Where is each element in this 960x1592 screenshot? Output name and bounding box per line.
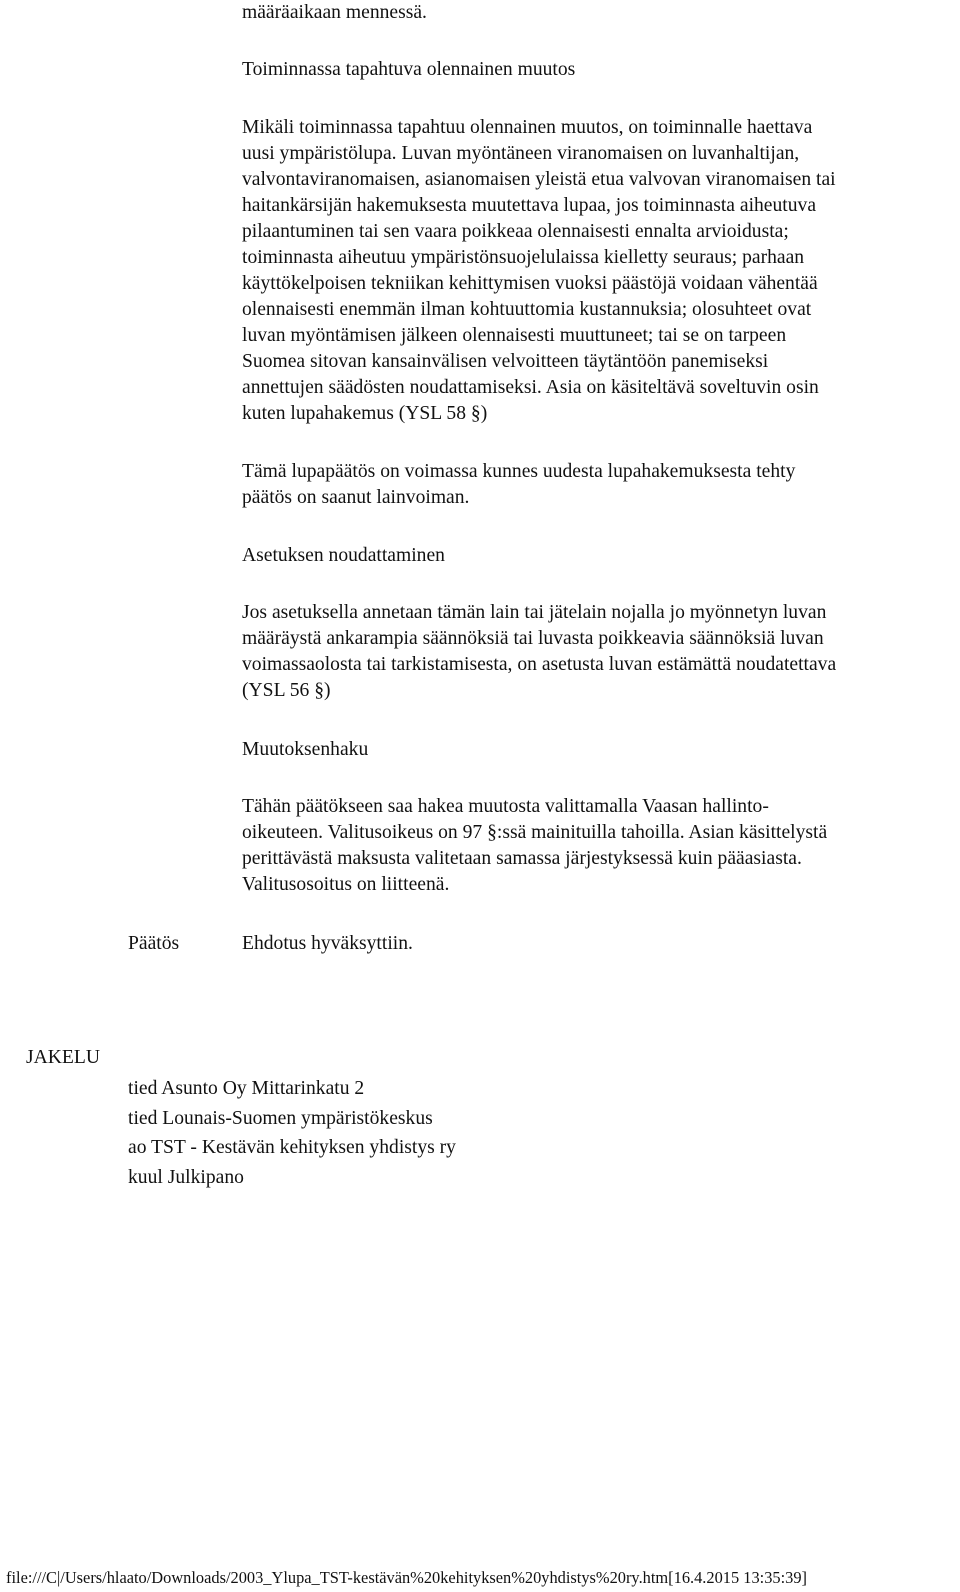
intro-line: määräaikaan mennessä. xyxy=(242,2,427,23)
paragraph-line: (YSL 56 §) xyxy=(242,680,331,701)
paragraph-line: uusi ympäristölupa. Luvan myöntäneen viranomaisen on luvanhaltijan, xyxy=(242,143,800,164)
distribution-item: tied Lounais-Suomen ympäristökeskus xyxy=(128,1107,433,1129)
paragraph-line: olennaisesti enemmän ilman kohtuuttomia kustannuksia; olosuhteet ovat xyxy=(242,299,812,320)
distribution-item: tied Asunto Oy Mittarinkatu 2 xyxy=(128,1078,365,1099)
paragraph-line: oikeuteen. Valitusoikeus on 97 §:ssä mainituilla tahoilla. Asian käsittelystä xyxy=(242,822,828,843)
paragraph-line: kuten lupahakemus (YSL 58 §) xyxy=(242,403,488,424)
section-heading-appeal: Muutoksenhaku xyxy=(242,739,369,760)
paragraph-line: voimassaolosta tai tarkistamisesta, on asetusta luvan estämättä noudatettava xyxy=(242,654,837,675)
paragraph-line: perittävästä maksusta valitetaan samassa järjestyksessä kuin pääasiasta. xyxy=(242,848,802,869)
decision-label: Päätös xyxy=(128,933,180,954)
paragraph-line: käyttökelpoisen tekniikan kehittymisen vuoksi päästöjä voidaan vähentää xyxy=(242,273,818,294)
section-heading-decree: Asetuksen noudattaminen xyxy=(242,545,445,566)
decision-text: Ehdotus hyväksyttiin. xyxy=(242,933,413,954)
distribution-label: JAKELU xyxy=(26,1047,101,1068)
paragraph-line: Jos asetuksella annetaan tämän lain tai jätelain nojalla jo myönnetyn luvan xyxy=(242,602,827,623)
distribution-item: ao TST - Kestävän kehityksen yhdistys ry xyxy=(128,1137,456,1158)
paragraph-line: Valitusosoitus on liitteenä. xyxy=(242,874,450,895)
paragraph-line: Tähän päätökseen saa hakea muutosta valittamalla Vaasan hallinto- xyxy=(242,796,769,817)
paragraph-line: pilaantuminen tai sen vaara poikkeaa olennaisesti ennalta arvioidusta; xyxy=(242,221,789,242)
paragraph-appeal xyxy=(242,794,954,898)
paragraph-change xyxy=(242,115,954,427)
paragraph-line: määräystä ankarampia säännöksiä tai luvasta poikkeavia säännöksiä luvan xyxy=(242,628,824,649)
paragraph-line: Tämä lupapäätös on voimassa kunnes uudesta lupahakemuksesta tehty xyxy=(242,461,796,482)
paragraph-line: annettujen säädösten noudattamiseksi. Asia on käsiteltävä soveltuvin osin xyxy=(242,377,819,398)
distribution-item: kuul Julkipano xyxy=(128,1166,244,1188)
paragraph-line: haitankärsijän hakemuksesta muutettava lupaa, jos toiminnasta aiheutuva xyxy=(242,195,817,216)
paragraph-validity xyxy=(242,459,954,511)
paragraph-line: luvan myöntämisen jälkeen olennaisesti muuttuneet; tai se on tarpeen xyxy=(242,325,787,346)
footer-file-path: file:///C|/Users/hlaato/Downloads/2003_Ylupa_TST-kestävän%20kehityksen%20yhdistys%20ry.htm[16.4.2015 13:35:39] xyxy=(6,1568,808,1587)
distribution-list xyxy=(128,1074,456,1192)
paragraph-line: toiminnasta aiheutuu ympäristönsuojelulaissa kielletty seuraus; parhaan xyxy=(242,247,805,268)
paragraph-line: Suomea sitovan kansainvälisen velvoitteen täytäntöön panemiseksi xyxy=(242,351,769,372)
section-heading-change: Toiminnassa tapahtuva olennainen muutos xyxy=(242,59,576,80)
paragraph-line: Mikäli toiminnassa tapahtuu olennainen muutos, on toiminnalle haettava xyxy=(242,117,813,138)
paragraph-line: valvontaviranomaisen, asianomaisen yleistä etua valvovan viranomaisen tai xyxy=(242,169,836,190)
paragraph-decree xyxy=(242,600,954,704)
paragraph-line: päätös on saanut lainvoiman. xyxy=(242,487,470,508)
